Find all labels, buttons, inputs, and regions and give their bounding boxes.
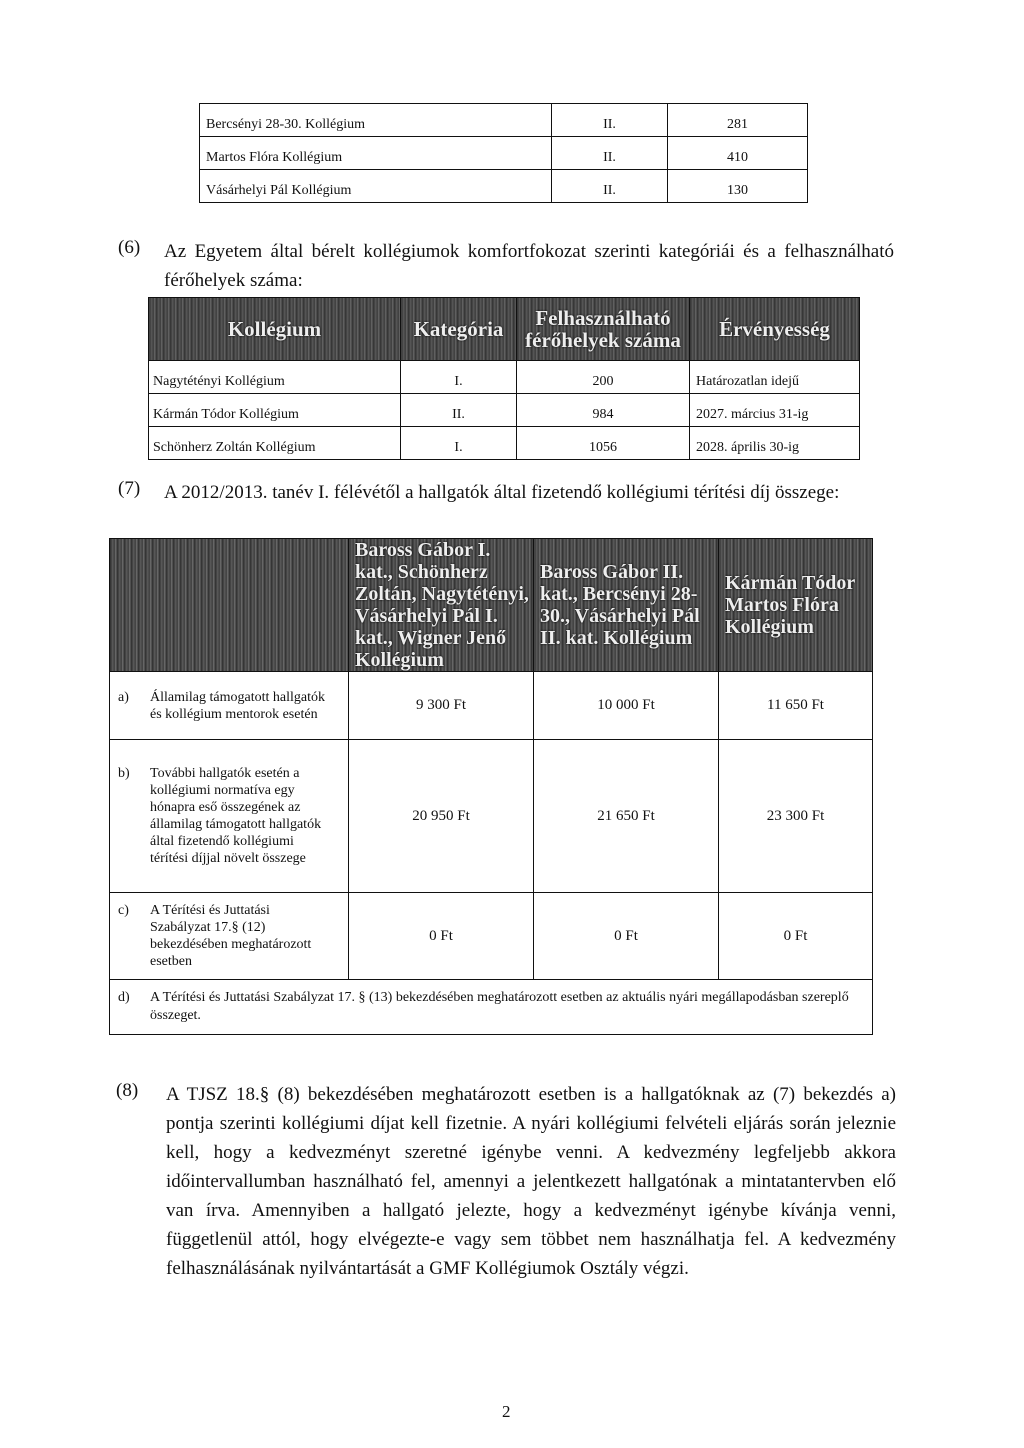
fee-row-label xyxy=(110,740,349,893)
dorm-places: 200 xyxy=(517,361,690,394)
table-row xyxy=(110,672,873,740)
header-row xyxy=(110,539,873,672)
dorm-places: 984 xyxy=(517,394,690,427)
column-header-group-3: Kármán Tódor Martos Flóra Kollégium xyxy=(719,539,873,672)
row-description: A Térítési és Juttatási Szabályzat 17.§ (12) bekezdésében meghatározott esetben xyxy=(150,903,312,969)
column-header-dormitory: Kollégium xyxy=(149,298,401,361)
column-header-validity: Érvényesség xyxy=(690,298,860,361)
table-row xyxy=(149,361,860,394)
table-row xyxy=(110,740,873,893)
row-letter: a) xyxy=(118,689,129,705)
dormitory-table-continued xyxy=(199,103,808,203)
table-row xyxy=(110,893,873,980)
dorm-name: Nagytétényi Kollégium xyxy=(149,361,401,394)
table-row xyxy=(149,394,860,427)
table-row xyxy=(110,980,873,1035)
fee-amount: 20 950 Ft xyxy=(349,740,534,893)
dorm-places: 410 xyxy=(668,137,808,170)
fees-table xyxy=(109,538,873,1035)
row-letter: c) xyxy=(118,903,129,918)
row-description: További hallgatók esetén a kollégiumi normatíva egy hónapra eső összegének az államilag támogatott hallgatók által fizetendő kollégiumi térítési díjjal növelt összege xyxy=(150,766,322,866)
dorm-validity: Határozatlan idejű xyxy=(690,361,860,394)
dorm-validity: 2027. március 31-ig xyxy=(690,394,860,427)
dorm-name: Kármán Tódor Kollégium xyxy=(149,394,401,427)
section-text: Az Egyetem által bérelt kollégiumok komfortfokozat szerinti kategóriái és a felhasználható férőhelyek száma: xyxy=(164,241,894,291)
dorm-name: Vásárhelyi Pál Kollégium xyxy=(200,170,552,203)
table-row xyxy=(149,427,860,460)
dorm-name: Martos Flóra Kollégium xyxy=(200,137,552,170)
dorm-category: I. xyxy=(401,361,517,394)
section-number: (6) xyxy=(118,237,141,258)
dorm-category: II. xyxy=(552,137,668,170)
dorm-places: 1056 xyxy=(517,427,690,460)
fee-amount: 21 650 Ft xyxy=(534,740,719,893)
dorm-category: II. xyxy=(552,170,668,203)
dorm-places: 130 xyxy=(668,170,808,203)
row-description: Államilag támogatott hallgatók és kollégium mentorok esetén xyxy=(150,689,325,722)
row-description: A Térítési és Juttatási Szabályzat 17. § (13) bekezdésében meghatározott esetben az aktuális nyári megállapodásban szereplő összeget. xyxy=(150,990,849,1023)
fee-amount: 23 300 Ft xyxy=(719,740,873,893)
page-number: 2 xyxy=(502,1402,511,1421)
fee-row-d xyxy=(110,980,873,1035)
dorm-category: I. xyxy=(401,427,517,460)
header-row xyxy=(149,298,860,361)
column-header-category: Kategória xyxy=(401,298,517,361)
section-text: A TJSZ 18.§ (8) bekezdésében meghatározott esetben is a hallgatóknak az (7) bekezdés a) pontja szerinti kollégiumi díjat kell fizetnie. A nyári kollégiumi felvételi eljárás során jeleznie kell, hogy a kedvezményt szeretné igénybe venni. A kedvezmény legfeljebb akkora időintervallumban használható fel, amennyi a jelentkezett hallgatónak a mintatantervben elő van írva. Amennyiben a hallgató jelezte, hogy a kedvezményt igénybe kívánja venni, függetlenül attól, hogy elvégezte-e vagy sem többet nem használhatja fel. A kedvezmény felhasználásának nyilvántartását a GMF Kollégiumok Osztály végzi. xyxy=(166,1084,896,1279)
column-header-blank xyxy=(110,539,349,672)
section-text: A 2012/2013. tanév I. félévétől a hallgatók által fizetendő kollégiumi térítési díj összege: xyxy=(164,482,840,503)
fee-row-label xyxy=(110,672,349,740)
dorm-category: II. xyxy=(552,104,668,137)
section-number: (7) xyxy=(118,478,141,499)
table-row xyxy=(200,104,808,137)
fee-amount: 0 Ft xyxy=(534,893,719,980)
fee-amount: 10 000 Ft xyxy=(534,672,719,740)
row-letter: d) xyxy=(118,990,130,1005)
dorm-name: Bercsényi 28-30. Kollégium xyxy=(200,104,552,137)
fee-amount: 9 300 Ft xyxy=(349,672,534,740)
column-header-group-2: Baross Gábor II. kat., Bercsényi 28-30., Vásárhelyi Pál II. kat. Kollégium xyxy=(534,539,719,672)
table-row xyxy=(200,137,808,170)
dorm-category: II. xyxy=(401,394,517,427)
table-row xyxy=(200,170,808,203)
row-letter: b) xyxy=(118,766,130,781)
column-header-places: Felhasználható férőhelyek száma xyxy=(517,298,690,361)
dorm-places: 281 xyxy=(668,104,808,137)
dorm-validity: 2028. április 30-ig xyxy=(690,427,860,460)
fee-row-label xyxy=(110,893,349,980)
dorm-name: Schönherz Zoltán Kollégium xyxy=(149,427,401,460)
section-number: (8) xyxy=(116,1080,139,1101)
rented-dormitories-table xyxy=(148,297,860,460)
fee-amount: 11 650 Ft xyxy=(719,672,873,740)
fee-amount: 0 Ft xyxy=(719,893,873,980)
fee-amount: 0 Ft xyxy=(349,893,534,980)
column-header-group-1: Baross Gábor I. kat., Schönherz Zoltán, Nagytétényi, Vásárhelyi Pál I. kat., Wigner Jenő Kollégium xyxy=(349,539,534,672)
